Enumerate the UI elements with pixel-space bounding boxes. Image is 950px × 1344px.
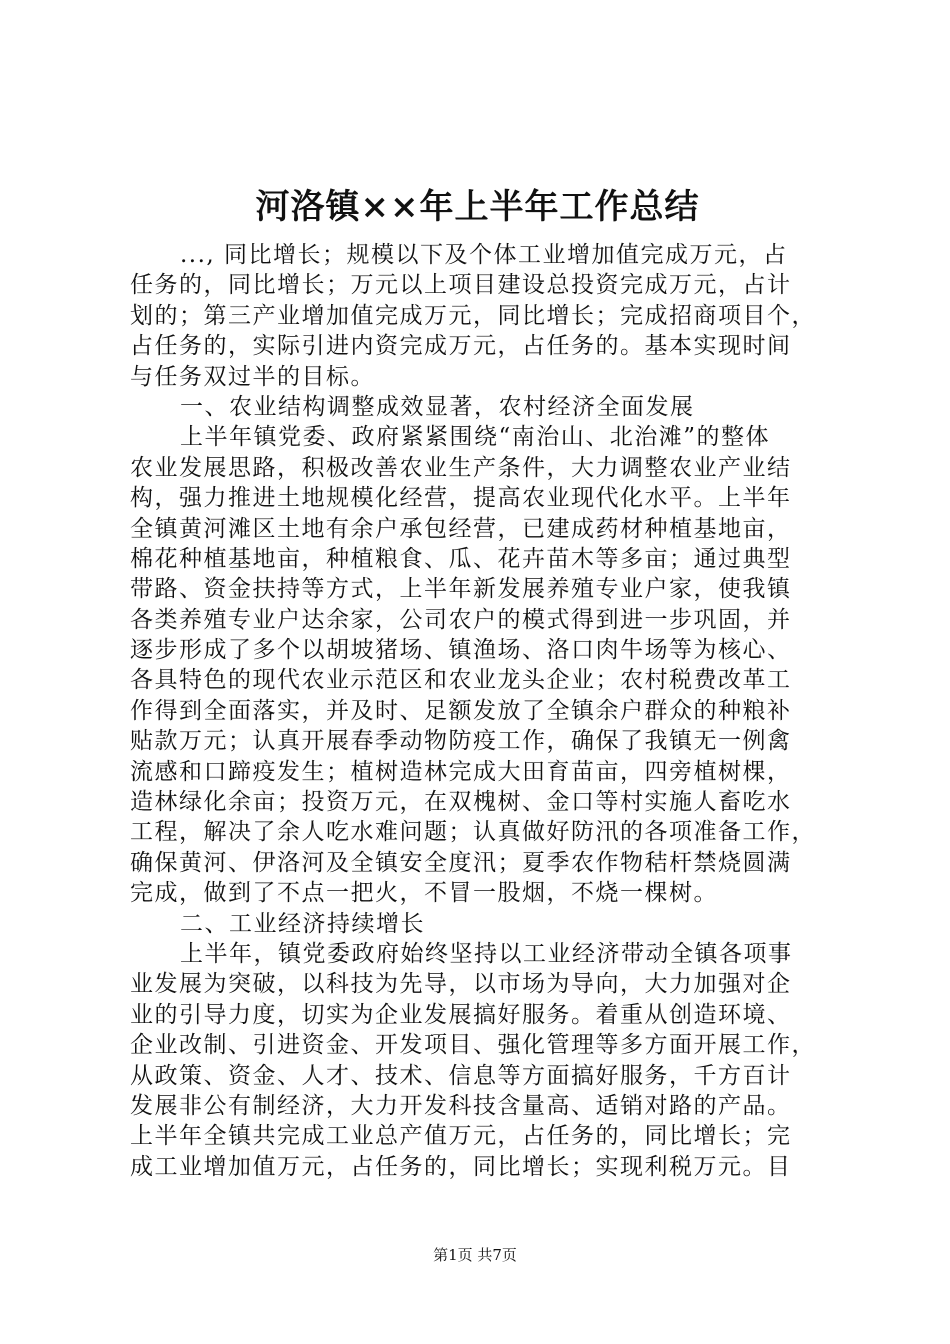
text-line: 从政策、资金、人才、技术、信息等方面搞好服务，千方百计	[130, 1062, 792, 1089]
text-line: 上半年镇党委、政府紧紧围绕“南治山、北治滩”的整体	[180, 424, 771, 451]
text-line: 企业改制、引进资金、开发项目、强化管理等多方面开展工作，	[130, 1032, 816, 1059]
text-line: 占任务的，实际引进内资完成万元，占任务的。基本实现时间	[130, 333, 792, 360]
text-line: 农业发展思路，积极改善农业生产条件，大力调整农业产业结	[130, 454, 792, 481]
text-line: 造林绿化余亩；投资万元，在双槐树、金口等村实施人畜吃水	[130, 789, 792, 816]
text-line: 构，强力推进土地规模化经营，提高农业现代化水平。上半年	[130, 485, 792, 512]
text-line: 一、农业结构调整成效显著，农村经济全面发展	[180, 393, 695, 420]
text-line: 工程，解决了余人吃水难问题；认真做好防汛的各项准备工作，	[130, 819, 816, 846]
text-line: 发展非公有制经济，大力开发科技含量高、适销对路的产品。	[130, 1092, 792, 1119]
text-line: 各类养殖专业户达余家，公司农户的模式得到进一步巩固，并	[130, 606, 792, 633]
text-line: 业发展为突破，以科技为先导，以市场为导向，大力加强对企	[130, 971, 792, 998]
text-line: 流感和口蹄疫发生；植树造林完成大田育苗亩，四旁植树棵，	[130, 758, 792, 785]
text-line: 各具特色的现代农业示范区和农业龙头企业；农村税费改革工	[130, 667, 792, 694]
text-line: ..., 同比增长；规模以下及个体工业增加值完成万元，占	[180, 242, 788, 268]
text-line: 成工业增加值万元，占任务的，同比增长；实现利税万元。目	[130, 1153, 792, 1180]
text-line: 与任务双过半的目标。	[130, 363, 375, 390]
text-line: 棉花种植基地亩，种植粮食、瓜、花卉苗木等多亩；通过典型	[130, 545, 792, 572]
page-footer: 第1页 共7页	[433, 1246, 517, 1264]
text-line: 完成，做到了不点一把火，不冒一股烟，不烧一棵树。	[130, 880, 718, 907]
text-line: 全镇黄河滩区土地有余户承包经营，已建成药材种植基地亩，	[130, 515, 792, 542]
document-body	[130, 240, 830, 1182]
text-line: 贴款万元；认真开展春季动物防疫工作，确保了我镇无一例禽	[130, 728, 792, 755]
text-line: 带路、资金扶持等方式，上半年新发展养殖专业户家，使我镇	[130, 576, 792, 603]
text-line: 作得到全面落实，并及时、足额发放了全镇余户群众的种粮补	[130, 697, 792, 724]
document-title: 河洛镇××年上半年工作总结	[255, 187, 700, 227]
text-line: 二、工业经济持续增长	[180, 910, 425, 937]
text-line: 任务的，同比增长；万元以上项目建设总投资完成万元，占计	[130, 272, 792, 299]
text-line: 业的引导力度，切实为企业发展搞好服务。着重从创造环境、	[130, 1001, 792, 1028]
text-line: 上半年全镇共完成工业总产值万元，占任务的，同比增长；完	[130, 1123, 792, 1150]
text-line: 上半年，镇党委政府始终坚持以工业经济带动全镇各项事	[180, 940, 793, 967]
text-line: 逐步形成了多个以胡坡猪场、镇渔场、洛口肉牛场等为核心、	[130, 637, 792, 664]
text-line: 划的；第三产业增加值完成万元，同比增长；完成招商项目个，	[130, 302, 816, 329]
text-line: 确保黄河、伊洛河及全镇安全度汛；夏季农作物秸杆禁烧圆满	[130, 849, 792, 876]
